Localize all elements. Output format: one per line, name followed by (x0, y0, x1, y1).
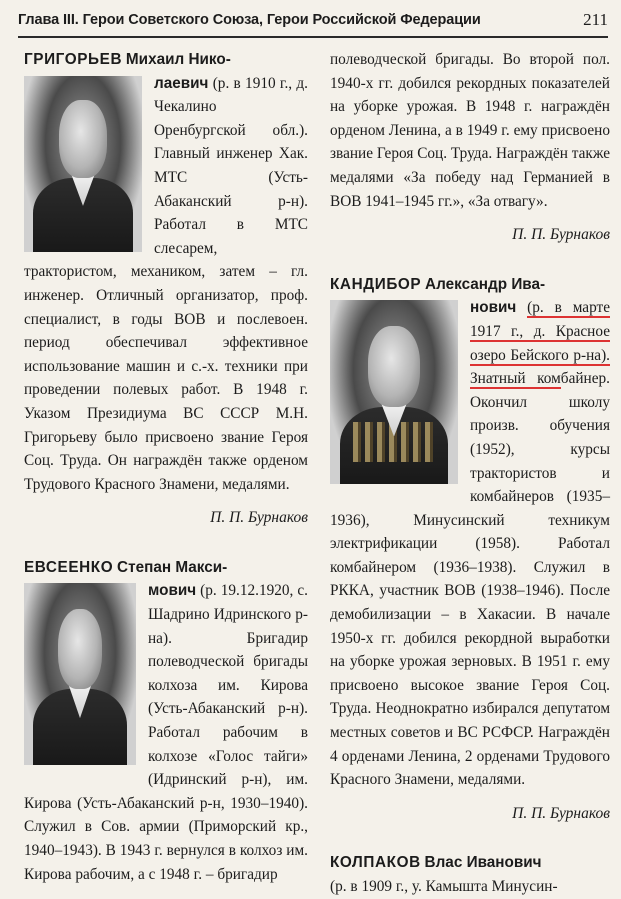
entry-author: П. П. Бурнаков (210, 509, 308, 527)
page-number: 211 (583, 10, 608, 29)
entry-given-name: Александр Ива- (425, 275, 546, 293)
entry-patronymic: лаевич (154, 74, 209, 92)
entry-kandibor (330, 273, 610, 826)
entry-author: П. П. Бурнаков (512, 804, 610, 822)
portrait-photo-grigoriev (24, 76, 142, 252)
entry-surname: ГРИГОРЬЕВ (24, 51, 123, 68)
entry-surname: КАНДИБОР (330, 275, 422, 293)
entry-given-name: Степан Макси- (117, 558, 228, 576)
page-header (18, 8, 608, 38)
entry-surname: КОЛПАКОВ (330, 854, 421, 872)
entry-given-name: Влас Иванович (424, 854, 542, 872)
portrait-photo-evseenko (24, 583, 136, 765)
entry-kolpakov (330, 851, 610, 898)
entry-evseenko (24, 556, 308, 886)
entry-text: полеводческой бригады. Во второй пол. 1940-х гг. добился рекордных показателей на уборке урожая. В 1948 г. награждён орденом Ленина, а в 1949 г. ему присвоено звание Героя Соц. Труда. Награждён также медалями «За победу над Германией в ВОВ 1941–1945 гг.», «За отвагу». (330, 51, 610, 210)
entry-patronymic: нович (470, 299, 517, 317)
entry-grigoriev (24, 48, 308, 530)
right-column (330, 48, 610, 899)
chapter-title: Глава III. Герои Советского Союза, Герои Российской Федерации (18, 12, 481, 28)
entry-text: байнер. Окончил школу произв. обучения (1952), курсы трактористов и комбайнеров (1935–1936), Минусинский техникум электрификации (1958). Работал комбайнером (1936–1938). Служил в РККА, участник ВОВ (1938–1946). После демобилизации – в Хакасии. В начале 1950-х гг. добился рекордной выработки на уборке урожая зерновых. В 1951 г. ему присвоено высокое звание Героя Соц. Труда. Неоднократно избирался депутатом местных советов и ВС РСФСР. Награждён 4 орденами Ленина, 2 орденами Трудового Красного Знамени, медалями. (330, 370, 610, 789)
highlighted-text: (р. в марте 1917 г., д. Красное озеро Бейского р-на). Знатный ком (470, 299, 610, 388)
entry-author: П. П. Бурнаков (512, 226, 610, 244)
entry-given-name: Михаил Нико- (125, 51, 231, 68)
left-column (24, 48, 308, 886)
entry-evseenko-continued (330, 48, 610, 247)
entry-text: (р. 19.12.1920, с. Шадрино Идринского р-на). Бригадир полеводческой бригады колхоза им. Кирова (Усть-Абаканский р-н). Работал рабочим в колхозе «Голос тайги» (Идринский р-н), им. Кирова (Усть-Абаканский р-н, 1930–1940). Служил в Сов. армии (Приморский кр., 1940–1943). В 1943 г. вернулся в колхоз им. Кирова рабочим, а с 1948 г. – бригадир (24, 582, 308, 883)
entry-patronymic: мович (148, 582, 197, 600)
entry-text: (р. в 1910 г., д. Чекалино Оренбургской обл.). Главный инженер Хак. МТС (Усть-Абаканский р-н). Работал в МТС слесарем, трактористом, механиком, затем – гл. инженер. Отличный организатор, проф. специалист, в годы ВОВ и послевоен. период обеспечивал эффективное использование машин и с.-х. техники при проведении полевых работ. В 1948 г. Указом Президиума ВС СССР М.Н. Григорьеву было присвоено звание Героя Соц. Труда. Он награждён также орденом Трудового Красного Знамени, медалями. (24, 74, 308, 493)
portrait-photo-kandibor (330, 300, 458, 484)
entry-text: (р. в 1909 г., у. Камышта Минусин- (330, 878, 558, 895)
entry-surname: ЕВСЕЕНКО (24, 558, 114, 576)
